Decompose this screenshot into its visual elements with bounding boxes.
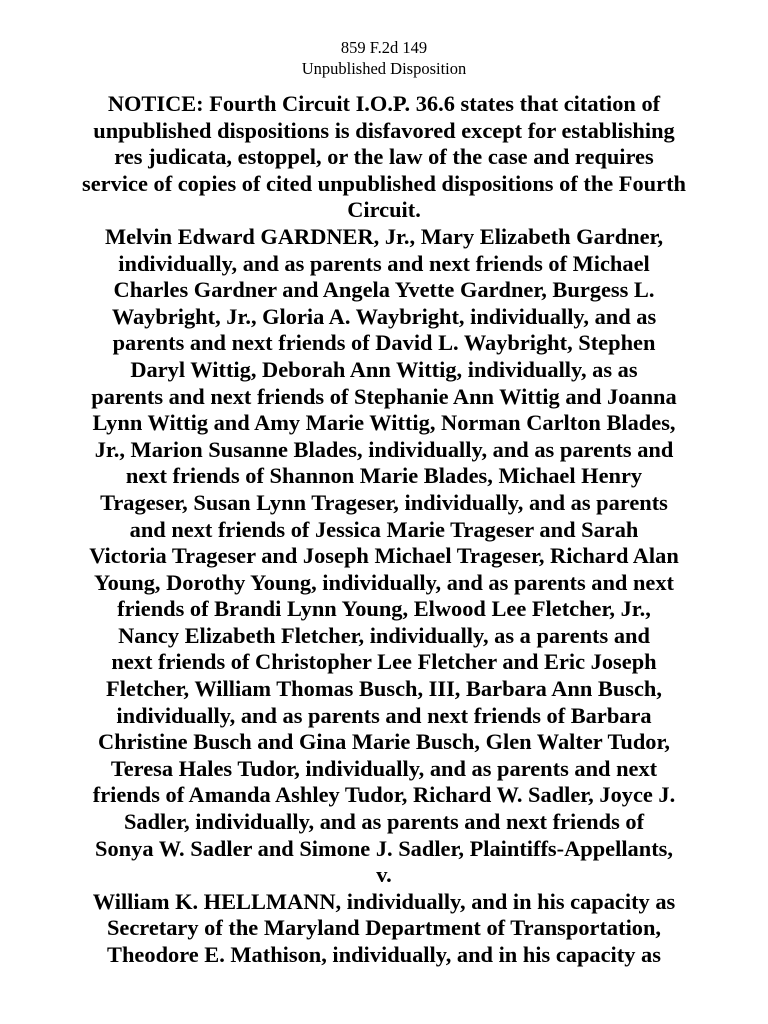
plaintiffs-line: Daryl Wittig, Deborah Ann Wittig, individually, as as	[130, 356, 638, 382]
plaintiffs-line: Charles Gardner and Angela Yvette Gardner, Burgess L.	[113, 277, 655, 303]
case-header	[0, 0, 768, 79]
notice-line: NOTICE: Fourth Circuit I.O.P. 36.6 states that citation of	[107, 91, 661, 116]
defendants-block	[0, 889, 768, 969]
plaintiffs-line: parents and next friends of David L. Waybright, Stephen	[112, 330, 656, 356]
plaintiffs-line: Sonya W. Sadler and Simone J. Sadler, Plaintiffs-Appellants,	[95, 835, 673, 861]
plaintiffs-line: Nancy Elizabeth Fletcher, individually, as a parents and	[118, 622, 650, 648]
case-citation: 859 F.2d 149	[340, 38, 428, 57]
defendants-line: Secretary of the Maryland Department of Transportation,	[106, 915, 662, 941]
plaintiffs-line: Melvin Edward GARDNER, Jr., Mary Elizabeth Gardner,	[104, 223, 664, 249]
plaintiffs-line: Teresa Hales Tudor, individually, and as parents and next	[110, 755, 658, 781]
notice-line: service of copies of cited unpublished dispositions of the Fourth	[82, 170, 686, 196]
plaintiffs-line: Young, Dorothy Young, individually, and as parents and next	[93, 569, 675, 595]
plaintiffs-line: individually, and as parents and next friends of Michael	[118, 250, 650, 276]
plaintiffs-line: Jr., Marion Susanne Blades, individually, and as parents and	[94, 436, 674, 462]
plaintiffs-line: next friends of Christopher Lee Fletcher and Eric Joseph	[111, 649, 657, 675]
versus-label: v.	[376, 862, 392, 888]
plaintiffs-line: friends of Brandi Lynn Young, Elwood Lee Fletcher, Jr.,	[117, 596, 651, 622]
disposition-type: Unpublished Disposition	[301, 59, 467, 78]
defendants-line: William K. HELLMANN, individually, and in his capacity as	[92, 888, 676, 914]
notice-line: res judicata, estoppel, or the law of the case and requires	[114, 144, 654, 170]
plaintiffs-line: friends of Amanda Ashley Tudor, Richard W. Sadler, Joyce J.	[92, 782, 676, 808]
plaintiffs-block	[0, 224, 768, 862]
case-caption	[0, 91, 768, 969]
plaintiffs-line: parents and next friends of Stephanie Ann Wittig and Joanna	[91, 383, 677, 409]
defendants-line: Theodore E. Mathison, individually, and in his capacity as	[107, 942, 661, 967]
notice-line: unpublished dispositions is disfavored except for establishing	[93, 117, 675, 143]
plaintiffs-line: Fletcher, William Thomas Busch, III, Barbara Ann Busch,	[106, 676, 662, 702]
notice-line: Circuit.	[347, 197, 421, 223]
plaintiffs-line: Christine Busch and Gina Marie Busch, Glen Walter Tudor,	[98, 729, 670, 755]
plaintiffs-line: next friends of Shannon Marie Blades, Michael Henry	[125, 463, 643, 489]
plaintiffs-line: Victoria Trageser and Joseph Michael Trageser, Richard Alan	[89, 543, 679, 569]
plaintiffs-line: individually, and as parents and next friends of Barbara	[116, 702, 652, 728]
plaintiffs-line: Lynn Wittig and Amy Marie Wittig, Norman Carlton Blades,	[92, 410, 676, 436]
plaintiffs-line: Trageser, Susan Lynn Trageser, individually, and as parents	[100, 489, 668, 515]
plaintiffs-line: and next friends of Jessica Marie Trageser and Sarah	[129, 516, 639, 542]
notice-block	[0, 91, 768, 224]
plaintiffs-line: Sadler, individually, and as parents and next friends of	[123, 809, 645, 835]
plaintiffs-line: Waybright, Jr., Gloria A. Waybright, individually, and as	[111, 303, 657, 329]
